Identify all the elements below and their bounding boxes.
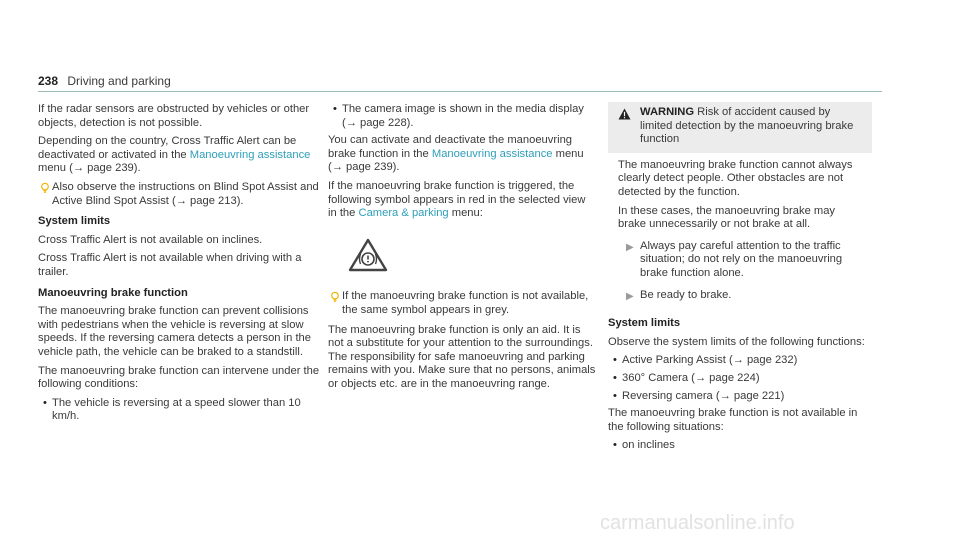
paragraph: Cross Traffic Alert is not available when driving with a trailer. [38, 252, 302, 278]
note-text: Also observe the instructions on Blind Spot Assist and Active Blind Spot Assist (→ page 213). [52, 180, 319, 207]
text-run: menu (→ page 239). [38, 162, 141, 175]
warning-label: WARNING [640, 106, 695, 118]
paragraph: The manoeuvring brake function can prevent collisions with pedestrians when the vehicle is reversing at slow speeds. If the reversing camera detects a person in the vehicle path, the vehicle can be braked to a standstill. [38, 305, 312, 358]
list-item-text: Active Parking Assist (→ page 232) [622, 354, 798, 367]
list-item [608, 372, 866, 386]
arrow-right-icon: ▶ [626, 290, 634, 302]
note [328, 290, 596, 317]
column-middle [328, 103, 596, 397]
info-lamp-icon [38, 182, 52, 193]
page-number: 238 [38, 74, 59, 88]
warning-title [640, 106, 862, 147]
arrow-right-icon: ▶ [626, 241, 634, 253]
header-rule [38, 91, 882, 92]
bullet-icon: • [613, 439, 617, 452]
list-item [328, 103, 596, 130]
paragraph: Observe the system limits of the following functions: [608, 335, 865, 348]
paragraph [328, 134, 596, 175]
bullet-icon: • [613, 371, 617, 384]
section-title: Driving and parking [67, 74, 171, 88]
bullet-icon: • [43, 396, 47, 409]
action-step [618, 289, 862, 304]
manoeuvring-assistance-link[interactable]: Manoeuvring assistance [431, 147, 553, 160]
list-item [38, 397, 326, 424]
warning-body [608, 153, 872, 310]
action-text: Always pay careful attention to the traffic situation; do not rely on the manoeuvring brake function alone. [640, 239, 843, 279]
list-item [608, 439, 866, 453]
paragraph: The manoeuvring brake function can intervene under the following conditions: [38, 364, 320, 391]
heading-manoeuvring-brake: Manoeuvring brake function [38, 286, 188, 299]
column-right [596, 103, 866, 457]
page-header [38, 74, 171, 88]
heading-system-limits: System limits [38, 215, 111, 228]
warning-triangle-icon [618, 106, 640, 147]
brake-warning-icon [348, 238, 388, 272]
paragraph: The manoeuvring brake function is only an aid. It is not a substitute for your attention to the surroundings. The responsibility for safe manoeuvring and parking remains with you. Make sure that no persons, animals or objects etc. are in the manoeuvring range. [328, 323, 596, 390]
list-item-text: The camera image is shown in the media display (→ page 228). [342, 103, 584, 129]
text-run: If the manoeuvring brake function is triggered, the following symbol appears in red in the selected view in the [328, 179, 586, 220]
bullet-icon: • [333, 103, 337, 115]
paragraph: The manoeuvring brake function is not available in the following situations: [608, 407, 858, 433]
watermark: carmanualsonline.info [600, 512, 795, 534]
column-left [38, 103, 326, 428]
text-run: Depending on the country, Cross Traffic Alert can be deactivated or activated in the [38, 135, 297, 161]
system-limits-section [608, 317, 866, 453]
list-item [608, 354, 866, 368]
manoeuvring-assistance-link[interactable]: Manoeuvring assistance [189, 148, 311, 161]
warning-header [608, 102, 872, 153]
list-item-text: 360° Camera (→ page 224) [622, 371, 760, 384]
action-text: Be ready to brake. [640, 288, 732, 301]
warning-heading-text: Risk of accident caused by limited detection by the manoeuvring brake function [640, 106, 854, 146]
bullet-icon: • [613, 354, 617, 367]
paragraph: Cross Traffic Alert is not available on inclines. [38, 233, 263, 246]
list-item-text: on inclines [622, 439, 675, 452]
info-lamp-icon [328, 291, 342, 302]
note-text: If the manoeuvring brake function is not available, the same symbol appears in grey. [342, 290, 589, 316]
paragraph [328, 180, 596, 221]
list-item-text: Reversing camera (→ page 221) [622, 389, 785, 402]
paragraph: If the radar sensors are obstructed by vehicles or other objects, detection is not possible. [38, 103, 310, 129]
paragraph: In these cases, the manoeuvring brake may brake unnecessarily or not brake at all. [618, 204, 836, 231]
list-item-text: The vehicle is reversing at a speed slower than 10 km/h. [52, 396, 301, 423]
text-run: menu (→ page 239). [328, 147, 584, 174]
note [38, 181, 326, 208]
text-run: menu: [448, 207, 483, 220]
camera-parking-link[interactable]: Camera & parking [358, 207, 449, 220]
warning-box [608, 102, 872, 310]
text-run: You can activate and deactivate the manoeuvring brake function in the [328, 134, 573, 160]
list-item [608, 390, 866, 404]
paragraph [38, 135, 326, 176]
bullet-icon: • [613, 389, 617, 402]
heading-system-limits: System limits [608, 317, 681, 330]
paragraph: The manoeuvring brake function cannot always clearly detect people. Other obstacles are not detected by the function. [618, 158, 853, 198]
action-step [618, 240, 862, 281]
